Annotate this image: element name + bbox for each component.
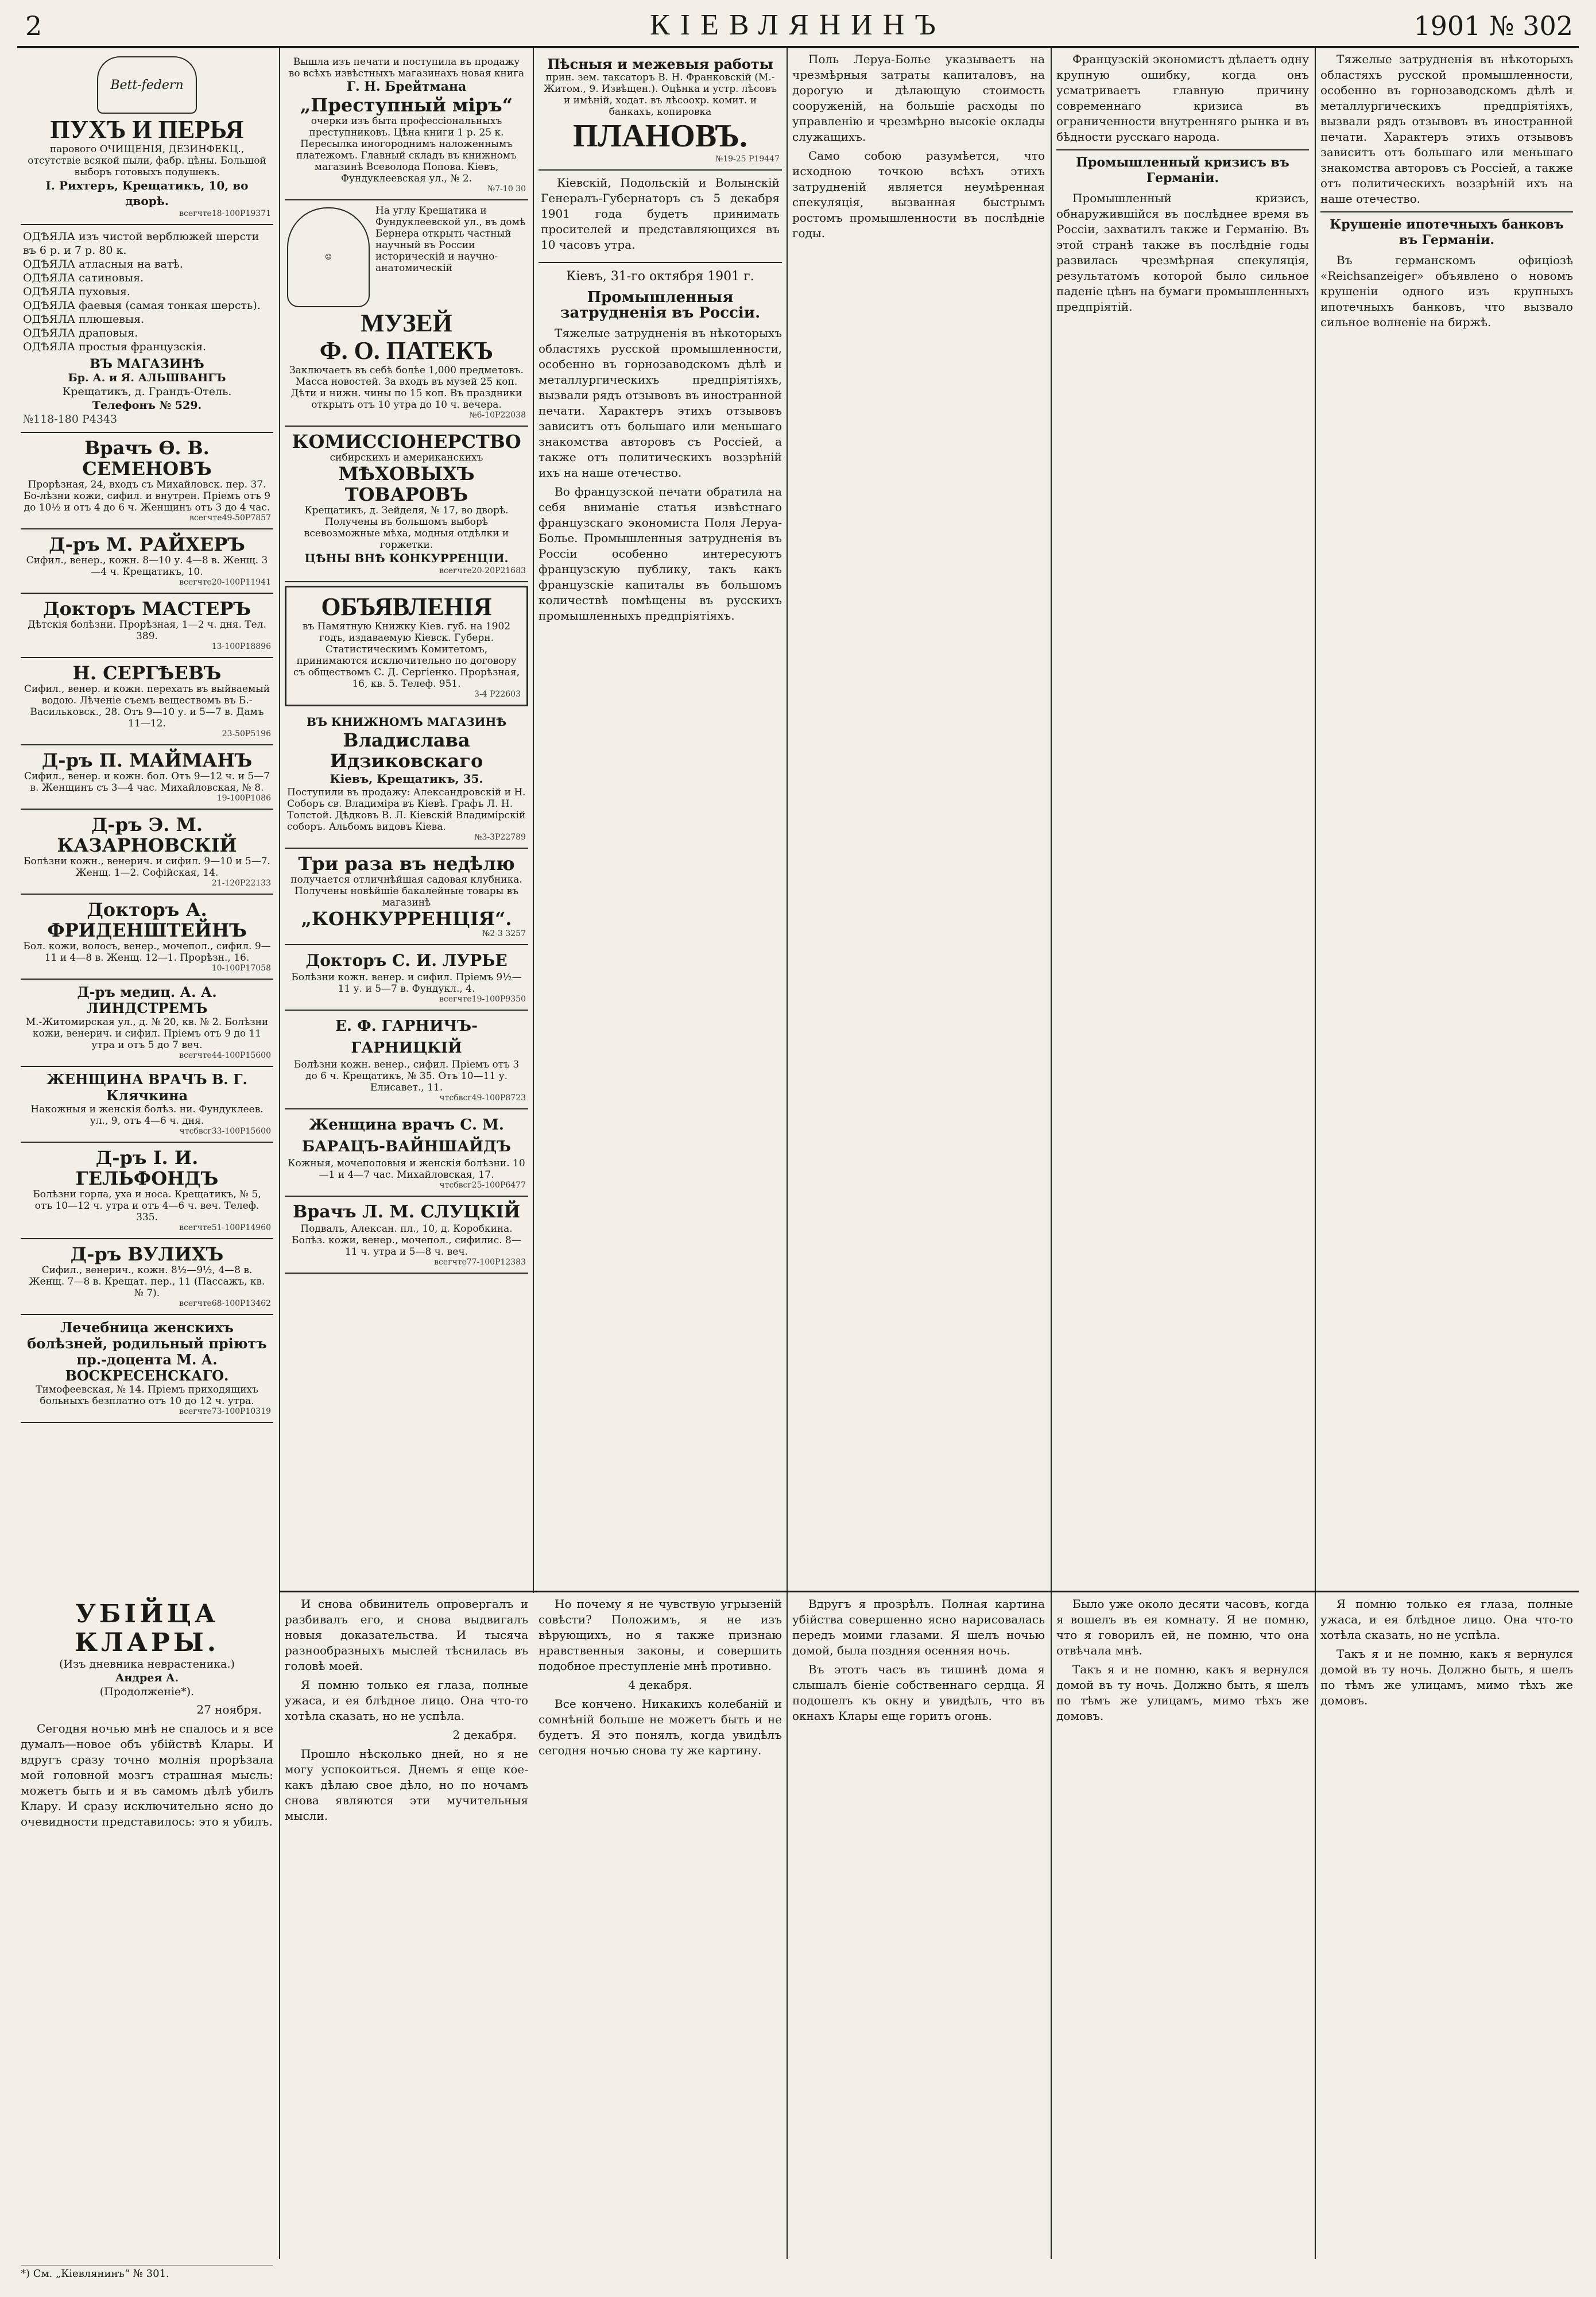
governor-notice xyxy=(539,171,782,263)
story-column-4 xyxy=(792,1596,1045,2257)
shop-address: Крещатикъ, д. Грандъ-Отель. xyxy=(62,385,232,398)
ad-stamp: всегчте51-100Р14960 xyxy=(179,1223,271,1232)
article-paragraph: Тяжелые затрудненія въ нѣкоторыхъ областяхъ русской промышленности, особенно въ горнозаводскомъ дѣлѣ и металлургическихъ предпріятіяхъ, вызвали рядъ отзывовъ въ иностранной печати. Характеръ этихъ отзывовъ зависитъ отъ большаго или меньшаго знакомства авторовъ съ Россіей, а также отъ политическихъ воззрѣній ихъ на наше отечество. xyxy=(1320,52,1573,206)
article-title: Промышленныя затрудненія въ Россіи. xyxy=(560,289,761,322)
konkurrentsiya-title: Три раза въ недѣлю xyxy=(298,853,515,875)
breitman-title: „Преступный міръ“ xyxy=(300,94,513,116)
museum-name: Ф. О. ПАТЕКЪ xyxy=(319,337,494,365)
article-column-1 xyxy=(539,52,782,1579)
doctor-ad xyxy=(21,810,273,895)
odeyala-item: ОДѢЯЛА простыя французскія. xyxy=(23,341,207,353)
doctor-text: Сифил., венер., кожн. 8—10 у. 4—8 в. Женщ. 3—4 ч. Крещатикъ, 10. xyxy=(26,555,268,578)
section-rule xyxy=(1056,149,1309,150)
museum-text: Заключаетъ въ себѣ болѣе 1,000 предметовъ. Масса новостей. За входъ въ музей 25 коп. Дѣти и нижн. чины по 15 коп. Въ праздники открытъ отъ 10 утра до 10 ч. вечера. xyxy=(289,365,524,411)
doctor-ad xyxy=(21,658,273,745)
obyavleniya-text: въ Памятную Книжку Кіев. губ. на 1902 годъ, издаваемую Кіевск. Губерн. Статистическимъ Комитетомъ, принимаются исключительно по договору съ обществомъ С. Д. Сергіенко. Прорѣзная, 16, кв. 5. Телеф. 951. xyxy=(293,621,520,690)
section3-title: Крушеніе ипотечныхъ банковъ въ Германіи. xyxy=(1330,217,1564,248)
doctor-name: Женщина врачъ С. М. БАРАЦЪ-ВАЙНШАЙДЪ xyxy=(302,1116,511,1155)
doctor-name: ЖЕНЩИНА ВРАЧЪ В. Г. Клячкина xyxy=(47,1071,247,1104)
story-paragraph: Я помню только ея глаза, полные ужаса, и ея блѣдное лицо. Она что-то хотѣла сказать, но не успѣла. xyxy=(1320,1597,1573,1642)
doctor-text: Прорѣзная, 24, входъ съ Михайловск. пер. 37. Бо-лѣзни кожи, сифил. и внутрен. Пріемъ отъ 9 до 10½ и отъ 4 до 6 ч. Женщинъ отъ 3 до 4 час. xyxy=(23,479,271,513)
shop-phone: Телефонъ № 529. xyxy=(92,399,202,412)
odeyala-item: ОДѢЯЛА фаевыя (самая тонкая шерсть). xyxy=(23,299,261,312)
doctor-ad xyxy=(21,745,273,810)
works-text: прин. зем. таксаторъ В. Н. Франковскій (М.-Житом., 9. Извѣщен.). Оцѣнка и устр. лѣсовъ и имѣній, ходат. въ лѣсоохр. комит. и банкахъ, копировка xyxy=(543,72,777,118)
doctor-ads xyxy=(21,433,273,1423)
slutsky-ad xyxy=(285,1197,528,1274)
doctor-name: Д-ръ І. И. ГЕЛЬФОНДЪ xyxy=(75,1147,219,1189)
ad-stamp: чтсбвсг25-100Р6477 xyxy=(439,1181,526,1190)
breitman-text: очерки изъ быта профессіональныхъ преступниковъ. Цѣна книги 1 р. 25 к. Пересылка иногороднимъ наложеннымъ платежомъ. Главный складъ въ книжномъ магазинѣ Всеволода Попова. Кіевъ, Фундуклеевская ул., № 2. xyxy=(296,115,517,184)
doctor-ad xyxy=(21,1143,273,1239)
works-title: Пѣсныя и межевыя работы xyxy=(547,56,773,72)
article-paragraph: Французскій экономистъ дѣлаетъ одну крупную ошибку, когда онъ усматриваетъ главную причину современнаго кризиса въ ограниченности внутренняго рынка и въ бѣдности русскаго народа. xyxy=(1056,52,1309,144)
ad-stamp: 21-120Р22133 xyxy=(211,879,271,888)
article-paragraph: Тяжелые затрудненія въ нѣкоторыхъ областяхъ русской промышленности, особенно въ горнозаводскомъ дѣлѣ и металлургическихъ предпріятіяхъ, вызвали рядъ отзывовъ въ иностранной печати. Характеръ этихъ отзывовъ зависитъ отъ большаго или меньшаго знакомства авторовъ съ Россіей, а также отъ политическихъ воззрѣній ихъ на наше отечество. xyxy=(539,326,782,479)
ad-stamp: 10-100Р17058 xyxy=(211,964,271,973)
lurie-ad xyxy=(285,945,528,1011)
ad-stamp: всегчте44-100Р15600 xyxy=(179,1051,271,1060)
bust-illustration: ☺ xyxy=(287,207,370,307)
doctor-text: Бол. кожи, волосъ, венер., мочепол., сифил. 9—11 и 4—8 в. Женщ. 12—1. Прорѣзн., 16. xyxy=(23,941,271,964)
doctor-text: Накожныя и женскія болѣз. ни. Фундуклеев. ул., 9, отъ 4—6 ч. дня. xyxy=(30,1104,264,1127)
article-column-4 xyxy=(1320,52,1573,1579)
doctor-name: Лечебница женскихъ болѣзней, родильный пріютъ пр.-доцента М. А. ВОСКРЕСЕНСКАГО. xyxy=(27,1319,267,1384)
ads-column-2 xyxy=(285,52,528,1579)
column-rule xyxy=(533,48,534,1593)
doctor-name: Д-ръ Э. М. КАЗАРНОВСКІЙ xyxy=(57,814,237,856)
odeyala-item: ОДѢЯЛА драповыя. xyxy=(23,327,138,339)
works-big: ПЛАНОВЪ. xyxy=(572,118,748,154)
doctor-name: Врачъ Л. М. СЛУЦКІЙ xyxy=(292,1202,521,1222)
bedding-logo: Bett-federn xyxy=(97,56,197,114)
doctor-ad xyxy=(21,529,273,594)
doctor-ad xyxy=(21,1315,273,1423)
story-subtitle: (Изъ дневника неврастеника.) xyxy=(59,1658,235,1670)
article-column-2 xyxy=(792,52,1045,1579)
odeyala-item: ОДѢЯЛА плюшевыя. xyxy=(23,313,145,326)
story-paragraph: Такъ я и не помню, какъ я вернулся домой въ ту ночь. Должно быть, я шелъ по тѣмъ же улицамъ, мимо тѣхъ же домовъ. xyxy=(1320,1647,1573,1707)
story-date: 27 ноября. xyxy=(196,1703,262,1716)
doctor-name: Д-ръ П. МАЙМАНЪ xyxy=(41,749,253,771)
odeyala-item: ОДѢЯЛА атласныя на ватѣ. xyxy=(23,258,183,270)
ad-stamp: 3-4 Р22603 xyxy=(474,690,521,699)
doctor-name: Д-ръ ВУЛИХЪ xyxy=(70,1243,224,1265)
newspaper-title: КІЕВЛЯНИНЪ xyxy=(650,9,946,41)
story-paragraph: Въ этотъ часъ въ тишинѣ дома я слышалъ біеніе собственнаго сердца. Я подошелъ къ окну и увидѣлъ, что въ окнахъ Клары еще горитъ огонь. xyxy=(792,1662,1045,1723)
furs-title: КОМИССІОНЕРСТВО xyxy=(292,431,521,453)
story-column-1 xyxy=(21,1596,273,2257)
konkurrentsiya-text: получается отличнѣйшая садовая клубника. Получены новѣйшіе бакалейные товары въ магазинѣ xyxy=(290,874,522,908)
doctor-ad xyxy=(21,895,273,980)
section-rule xyxy=(1320,211,1573,212)
story-paragraph: Вдругъ я прозрѣлъ. Полная картина убійства совершенно ясно нарисовалась передъ моими глазами. Я шелъ ночью домой, была поздняя осенняя ночь. xyxy=(792,1597,1045,1657)
museum-intro: На углу Крещатика и Фундуклеевской ул., въ домѣ Бернера открыть частный научный въ России историческій и научно-анатомическій xyxy=(375,205,526,274)
ad-stamp: №118-180 Р4343 xyxy=(23,413,118,426)
ad-stamp: №3-3Р22789 xyxy=(474,833,526,842)
obyavleniya-ad xyxy=(285,586,528,706)
story-column-2 xyxy=(285,1596,528,2257)
odeyala-item: ОДѢЯЛА изъ чистой верблюжей шерсти въ 6 р. и 7 р. 80 к. xyxy=(23,230,259,257)
ad-stamp: всегчте73-100Р10319 xyxy=(179,1407,271,1416)
ad-stamp: всегчте20-20Р21683 xyxy=(439,566,526,575)
doctor-text: Подвалъ, Алексан. пл., 10, д. Коробкина. Болѣз. кожи, венер., мочепол., сифилис. 8—11 ч. утра и 5—8 ч. веч. xyxy=(292,1223,521,1258)
doctor-text: Тимофеевская, № 14. Пріемъ приходящихъ больныхъ безплатно отъ 10 до 12 ч. утра. xyxy=(36,1384,258,1407)
doctor-text: Болѣзни кожн. венер. и сифил. Пріемъ 9½—11 у. и 5—7 в. Фундукл., 4. xyxy=(291,972,522,995)
konkurrentsiya-name: „КОНКУРРЕНЦІЯ“. xyxy=(301,908,512,930)
ad-stamp: №2-3 3257 xyxy=(482,929,526,938)
doctor-name: Е. Ф. ГАРНИЧЪ-ГАРНИЦКІЙ xyxy=(335,1018,478,1057)
idzikowski-name: Владислава Идзиковскаго xyxy=(330,729,483,772)
odeyala-item: ОДѢЯЛА сатиновыя. xyxy=(23,272,144,284)
doctor-text: Сифил., венер. и кожн. бол. Отъ 9—12 ч. и 5—7 в. Женщинъ съ 3—4 час. Михайловская, № 8. xyxy=(24,771,270,794)
breitman-intro: Вышла изъ печати и поступила въ продажу во всѣхъ извѣстныхъ магазинахъ новая книга xyxy=(288,56,525,79)
story-paragraph: Но почему я не чувствую угрызеній совѣсти? Положимъ, я не изъ вѣрующихъ, но я также признаю нравственныя законы, и совершить подобное преступленіе мнѣ противно. xyxy=(539,1597,782,1673)
pukh-ad xyxy=(21,52,273,225)
doctor-name: Докторъ А. ФРИДЕНШТЕЙНЪ xyxy=(47,899,247,941)
obyavleniya-title: ОБЪЯВЛЕНІЯ xyxy=(321,593,492,621)
doctor-text: Сифил., венерич., кожн. 8½—9½, 4—8 в. Женщ. 7—8 в. Крещат. пер., 11 (Пассажъ, кв. № 7). xyxy=(29,1264,265,1299)
pukh-text: парового ОЧИЩЕНІЯ, ДЕЗИНФЕКЦ., отсутствіе всякой пыли, фабр. цѣны. Большой выборъ готовыхъ подушекъ. xyxy=(28,144,266,178)
garnich-ad xyxy=(285,1011,528,1109)
ad-stamp: 13-100Р18896 xyxy=(211,642,271,651)
ad-stamp: всегчте49-50Р7857 xyxy=(189,513,271,523)
doctor-ad xyxy=(21,1067,273,1143)
furs-text: Крещатикъ, д. Зейделя, № 17, во дворѣ. Получены въ большомъ выборѣ всевозможные мѣха, модныя отдѣлки и горжетки. xyxy=(304,505,509,551)
ad-stamp: чтсбвсг33-100Р15600 xyxy=(179,1127,271,1136)
story-paragraph: Сегодня ночью мнѣ не спалось и я все думалъ—новое объ убійствѣ Клары. И вдругъ сразу точно молнія прорѣзала мой головной мозгъ страшная мысль: можетъ быть и я въ самомъ дѣлѣ убилъ Клару. И сразу исключительно ясно до очевидности представилось: это я убилъ. xyxy=(21,1722,273,1828)
doctor-name: Врачъ Ѳ. В. СЕМЕНОВЪ xyxy=(82,437,212,479)
ad-stamp: всегчте77-100Р12383 xyxy=(434,1258,526,1267)
doctor-text: Дѣтскія болѣзни. Прорѣзная, 1—2 ч. дня. Тел. 389. xyxy=(28,619,266,642)
doctor-ad xyxy=(21,1239,273,1315)
story-paragraph: Прошло нѣсколько дней, но я не могу успокоиться. Днемъ я еще кое-какъ дѣлаю свое дѣло, но по ночамъ снова являются эти мучительныя мысли. xyxy=(285,1747,528,1823)
works-ad xyxy=(539,52,782,171)
museum-ad xyxy=(285,200,528,427)
article-dateline: Кіевъ, 31-го октября 1901 г. xyxy=(566,269,754,284)
doctor-text: Болѣзни кожн., венерич. и сифил. 9—10 и 5—7. Женщ. 1—2. Софійская, 14. xyxy=(24,856,270,879)
doctor-ad xyxy=(21,433,273,529)
odeyala-item: ОДѢЯЛА пуховыя. xyxy=(23,285,130,298)
barats-ad xyxy=(285,1109,528,1197)
doctor-ad xyxy=(21,980,273,1067)
story-paragraph: Такъ я и не помню, какъ я вернулся домой въ ту ночь. Должно быть, я шелъ по тѣмъ же улицамъ, мимо тѣхъ же домовъ. xyxy=(1056,1662,1309,1723)
column-rule xyxy=(279,48,280,2259)
story-column-5 xyxy=(1056,1596,1309,2257)
ad-stamp: №6-10Р22038 xyxy=(469,411,526,420)
museum-title: МУЗЕЙ xyxy=(360,309,453,337)
breitman-author: Г. Н. Брейтмана xyxy=(346,79,467,94)
story-footnote: *) См. „Кіевлянинъ“ № 301. xyxy=(21,2265,273,2280)
story-date: 2 декабря. xyxy=(452,1728,517,1742)
doctor-ad xyxy=(21,594,273,658)
breitman-ad xyxy=(285,52,528,200)
idzikowski-ad xyxy=(285,710,528,849)
article-column-3 xyxy=(1056,52,1309,1579)
furs-ad xyxy=(285,427,528,582)
story-column-6 xyxy=(1320,1596,1573,2257)
doctor-name: Н. СЕРГѢЕВЪ xyxy=(72,662,222,684)
furs-subtitle: сибирскихъ и американскихъ xyxy=(330,452,483,463)
pukh-title: ПУХЪ И ПЕРЬЯ xyxy=(50,115,244,144)
issue-number: 1901 № 302 xyxy=(1413,10,1573,41)
story-paragraph: Все кончено. Никакихъ колебаній и сомнѣній больше не можетъ быть и не будетъ. Я это понялъ, когда увидѣлъ сегодня ночью снова ту же картину. xyxy=(539,1697,782,1757)
ad-stamp: 19-100Р1086 xyxy=(216,794,271,803)
furs-main: МѢХОВЫХЪ ТОВАРОВЪ xyxy=(338,463,475,505)
idzikowski-text: Поступили въ продажу: Александровскій и Н. Соборъ св. Владиміра въ Кіевѣ. Графъ Л. Н. Толстой. Дѣдковъ В. Л. Кіевскій Владимірскій соборъ. Альбомъ видовъ Кіева. xyxy=(287,787,526,833)
article-paragraph: Во французской печати обратила на себя вниманіе статья извѣстнаго французскаго экономиста Поля Леруа-Болье. Промышленныя затрудненія въ Россіи особенно интересуютъ французскую публику, такъ какъ французскіе капиталы въ большомъ количествѣ помѣщены въ русскихъ промышленныхъ предпріятіяхъ. xyxy=(539,485,782,622)
story-continued: (Продолженіе*). xyxy=(99,1685,195,1698)
ad-stamp: всегчте19-100Р9350 xyxy=(439,995,526,1004)
story-column-3 xyxy=(539,1596,782,2257)
doctor-text: М.-Житомирская ул., д. № 20, кв. № 2. Болѣзни кожи, венерич. и сифил. Пріемъ отъ 9 до 11 утра и отъ 5 до 7 веч. xyxy=(25,1016,269,1051)
section2-title: Промышленный кризисъ въ Германіи. xyxy=(1076,155,1289,185)
ads-column-1 xyxy=(21,52,273,1579)
header-rule xyxy=(17,46,1579,48)
column-rule xyxy=(787,48,788,2259)
doctor-name: Докторъ С. И. ЛУРЬЕ xyxy=(305,951,508,970)
idzikowski-intro: ВЪ КНИЖНОМЪ МАГАЗИНѢ xyxy=(306,715,507,729)
shop-intro: ВЪ МАГАЗИНѢ xyxy=(90,357,204,372)
doctor-name: Д-ръ медиц. А. А. ЛИНДСТРЕМЪ xyxy=(77,984,217,1016)
article-paragraph: Само собою разумѣется, что исходною точкою всѣхъ этихъ затрудненій является неумѣренная спекуляція, вызванная быстрымъ ростомъ промышленности въ послѣдніе годы. xyxy=(792,149,1045,240)
konkurrentsiya-ad xyxy=(285,849,528,945)
feuilleton-rule xyxy=(279,1591,1579,1592)
doctor-text: Болѣзни горла, уха и носа. Крещатикъ, № 5, отъ 10—12 ч. утра и отъ 4—6 ч. веч. Телеф. 335. xyxy=(33,1189,261,1223)
doctor-text: Болѣзни кожн. венер., сифил. Пріемъ отъ 3 до 6 ч. Крещатикъ, № 35. Отъ 10—11 у. Елисавет., 11. xyxy=(293,1059,520,1093)
idzikowski-address: Кіевъ, Крещатикъ, 35. xyxy=(330,772,483,786)
governor-text: Кіевскій, Подольскій и Волынскій Генералъ-Губернаторъ съ 5 декабря 1901 года будетъ принимать просителей и представляющихся въ 10 часовъ утра. xyxy=(541,176,780,252)
doctor-name: Д-ръ М. РАЙХЕРЪ xyxy=(49,533,245,555)
ad-stamp: №19-25 Р19447 xyxy=(715,154,780,164)
story-paragraph: Было уже около десяти часовъ, когда я вошелъ въ ея комнату. Я не помню, что я говорилъ ей, не помню, что она отвѣчала мнѣ. xyxy=(1056,1597,1309,1657)
story-date: 4 декабря. xyxy=(628,1678,692,1692)
story-paragraph: И снова обвинитель опровергалъ и разбивалъ его, и снова выдвигалъ новыя доказательства. И тысяча разнообразныхъ мыслей тѣснилась въ головѣ моей. xyxy=(285,1597,528,1673)
section2-text: Промышленный кризисъ, обнаружившійся въ послѣднее время въ Россіи, захватилъ также и Германію. Въ этой странѣ также въ послѣдніе годы развилась чрезмѣрная спекуляція, результатомъ которой было сильное паденіе цѣнъ на бумаги промышленныхъ предпріятій. xyxy=(1056,191,1309,314)
story-paragraph: Я помню только ея глаза, полные ужаса, и ея блѣдное лицо. Она что-то хотѣла сказать, но не успѣла. xyxy=(285,1678,528,1723)
column-rule xyxy=(1315,48,1316,2259)
furs-slogan: ЦѢНЫ ВНѢ КОНКУРРЕНЦІИ. xyxy=(304,551,509,565)
ad-stamp: №7-10 30 xyxy=(487,184,526,194)
article-paragraph: Поль Леруа-Болье указываетъ на чрезмѣрныя затраты капиталовъ, на дорогую и дѣлающую стоимость сооруженій, на большіе расходы по управленію и чрезмѣрно высокіе оклады служащихъ. xyxy=(792,52,1045,144)
ad-stamp: чтсбвсг49-100Р8723 xyxy=(439,1093,526,1103)
odeyala-ad xyxy=(21,225,273,433)
doctor-name: Докторъ МАСТЕРЪ xyxy=(43,598,251,620)
doctor-text: Сифил., венер. и кожн. перехать въ выйваемый водою. Лѣченіе съемъ веществомъ въ Б.-Васильковск., 28. Отъ 9—10 у. и 5—7 в. Дамъ 11—12. xyxy=(24,683,270,729)
column-rule xyxy=(1051,48,1052,2259)
section3-text: Въ германскомъ офиціозѣ «Reichsanzeiger» объявлено о новомъ крушеніи одного изъ крупныхъ ипотечныхъ банковъ, что вызвало сильное волненіе на биржѣ. xyxy=(1320,253,1573,329)
ad-stamp: всегчте18-100Р19371 xyxy=(179,209,271,218)
page-number: 2 xyxy=(25,10,42,41)
story-author: Андрея А. xyxy=(115,1672,179,1684)
shop-name: Бр. А. и Я. АЛЬШВАНГЪ xyxy=(68,372,226,384)
ad-stamp: всегчте68-100Р13462 xyxy=(179,1299,271,1308)
ad-stamp: 23-50Р5196 xyxy=(222,729,271,738)
pukh-address: І. Рихтеръ, Крещатикъ, 10, во дворѣ. xyxy=(45,179,249,208)
story-title: УБІЙЦА КЛАРЫ. xyxy=(74,1599,220,1657)
ad-stamp: всегчте20-100Р11941 xyxy=(179,578,271,587)
doctor-text: Кожныя, мочеполовыя и женскія болѣзни. 10—1 и 4—7 час. Михайловская, 17. xyxy=(288,1158,525,1181)
